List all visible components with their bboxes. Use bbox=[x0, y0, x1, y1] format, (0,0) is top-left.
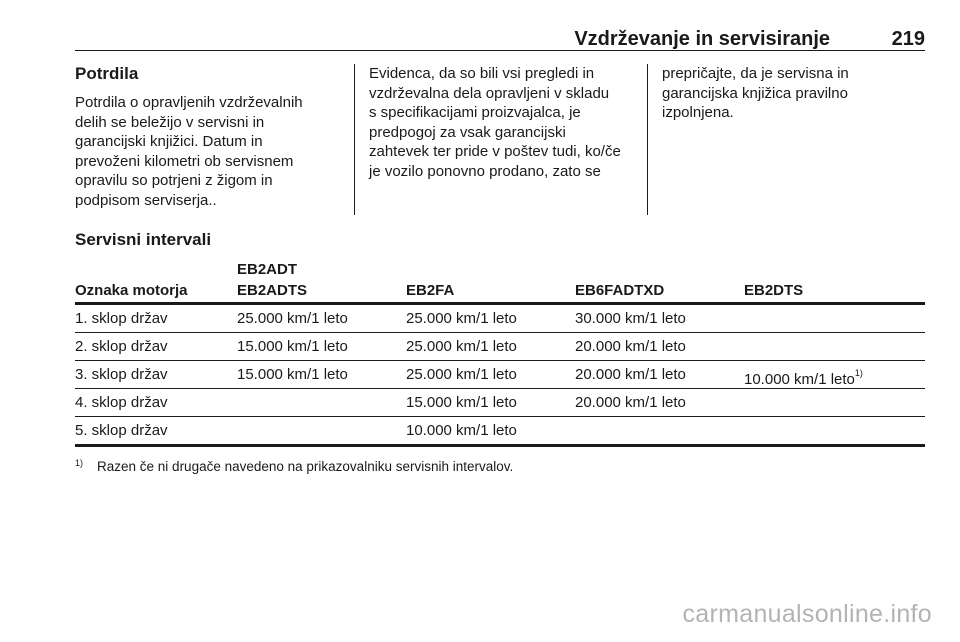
column-header: EB2DTS bbox=[744, 282, 804, 299]
table-cell: 10.000 km/1 leto bbox=[406, 422, 517, 439]
column-header: Oznaka motorja bbox=[75, 282, 188, 299]
text-column-1 bbox=[75, 64, 340, 210]
table-cell: 25.000 km/1 leto bbox=[406, 366, 517, 383]
table-cell: 1. sklop držav bbox=[75, 310, 168, 327]
table-row bbox=[75, 389, 925, 417]
paragraph-line: delih se beležijo v servisni in bbox=[75, 113, 265, 131]
page-number: 219 bbox=[891, 28, 925, 50]
paragraph-line: vzdrževalna dela opravljeni v skladu bbox=[369, 84, 610, 102]
column-header: EB2ADTS bbox=[237, 282, 308, 299]
table-row bbox=[75, 305, 925, 333]
paragraph-line: predpogoj za vsak garancijski bbox=[369, 123, 566, 141]
paragraph-line: garancijska knjižica pravilno bbox=[662, 84, 848, 102]
column-header: EB2FA bbox=[406, 282, 455, 299]
paragraph-line: zahtevek ter pride v poštev tudi, ko/če bbox=[369, 143, 621, 160]
paragraph-line: s specifikacijami proizvajalca, je bbox=[369, 104, 581, 121]
column-divider bbox=[354, 64, 355, 215]
table-cell-value: 10.000 km/1 leto bbox=[744, 371, 855, 388]
paragraph-line: izpolnjena. bbox=[662, 104, 734, 121]
table-cell: 20.000 km/1 leto bbox=[575, 338, 686, 355]
watermark: carmanualsonline.info bbox=[682, 600, 932, 628]
table-cell: 20.000 km/1 leto bbox=[575, 366, 686, 383]
table-cell: 2. sklop držav bbox=[75, 338, 168, 355]
section-heading-servisni-intervali: Servisni intervali bbox=[75, 230, 212, 249]
table-cell: 20.000 km/1 leto bbox=[575, 394, 686, 411]
paragraph-line: Evidenca, da so bili vsi pregledi in bbox=[369, 65, 595, 82]
table-cell: 25.000 km/1 leto bbox=[406, 310, 517, 327]
paragraph-line: podpisom serviserja.. bbox=[75, 191, 217, 209]
footnote-mark: 1) bbox=[75, 458, 84, 468]
paragraph-line: prepričajte, da je servisna in bbox=[662, 65, 849, 82]
page-header bbox=[75, 28, 925, 51]
column-header: EB2ADT bbox=[237, 261, 298, 278]
table-cell: 25.000 km/1 leto bbox=[237, 310, 348, 327]
page-title: Vzdrževanje in servisiranje bbox=[574, 28, 830, 50]
paragraph-line: garancijski knjižici. Datum in bbox=[75, 133, 263, 150]
text-column-3 bbox=[662, 64, 922, 123]
table-cell: 15.000 km/1 leto bbox=[237, 366, 348, 383]
paragraph-line: je vozilo ponovno prodano, zato se bbox=[369, 162, 601, 180]
table-cell: 4. sklop držav bbox=[75, 394, 168, 411]
table-header bbox=[75, 258, 925, 305]
table-cell: 5. sklop držav bbox=[75, 422, 168, 439]
column-divider bbox=[647, 64, 648, 215]
column-header: EB6FADTXD bbox=[575, 282, 665, 299]
service-interval-table bbox=[75, 258, 925, 447]
paragraph-line: prevoženi kilometri ob servisnem bbox=[75, 152, 294, 170]
table-cell: 15.000 km/1 leto bbox=[237, 338, 348, 355]
footnote bbox=[75, 459, 513, 474]
table-row bbox=[75, 361, 925, 389]
table-cell: 15.000 km/1 leto bbox=[406, 394, 517, 411]
table-row bbox=[75, 417, 925, 447]
section-heading-potrdila: Potrdila bbox=[75, 64, 139, 83]
table-cell: 25.000 km/1 leto bbox=[406, 338, 517, 355]
table-cell: 30.000 km/1 leto bbox=[575, 310, 686, 327]
paragraph-line: Potrdila o opravljenih vzdrževalnih bbox=[75, 94, 303, 111]
table-cell: 3. sklop držav bbox=[75, 366, 168, 383]
footnote-ref: 1) bbox=[854, 368, 863, 378]
footnote-text: Razen če ni drugače navedeno na prikazovalniku servisnih intervalov. bbox=[97, 459, 514, 474]
text-column-2 bbox=[369, 64, 644, 181]
table-cell bbox=[744, 365, 863, 390]
paragraph-line: opravilu so potrjeni z žigom in bbox=[75, 172, 273, 189]
table-row bbox=[75, 333, 925, 361]
